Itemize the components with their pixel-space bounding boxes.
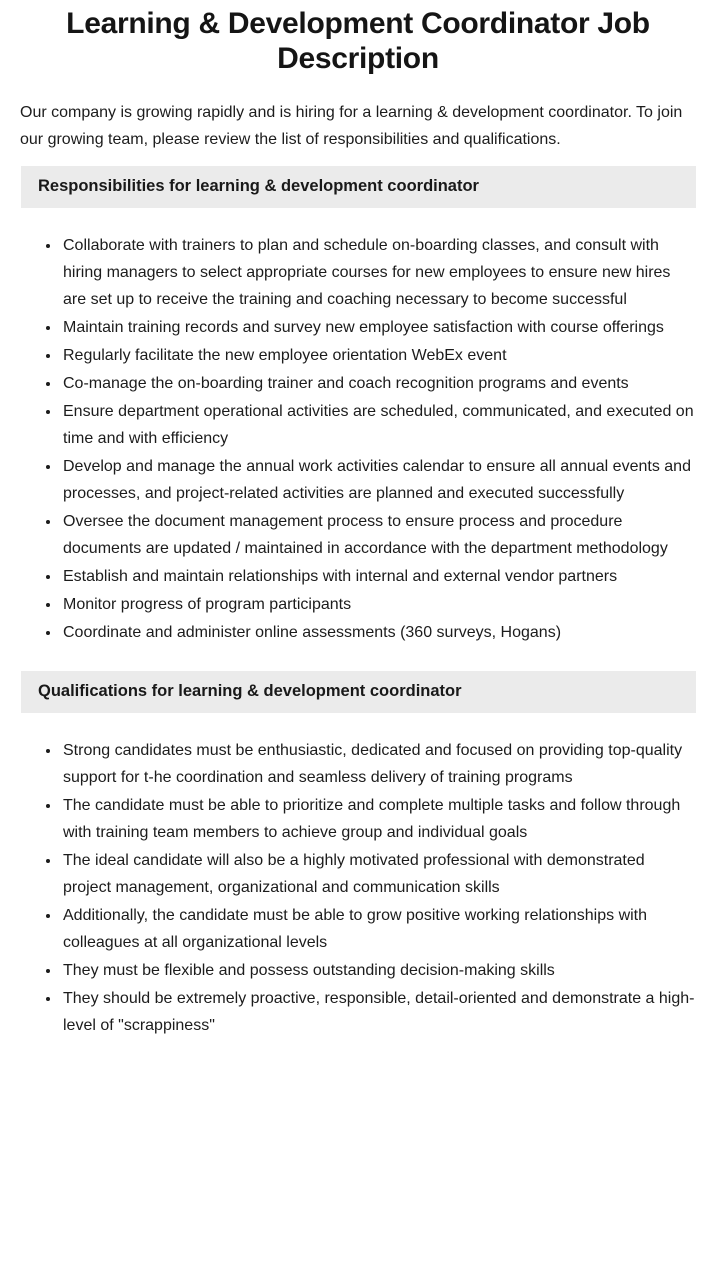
list-item: • Develop and manage the annual work activities calendar to ensure all annual events and processes, and project-related activities are planned and executed successfully: [61, 453, 696, 507]
list-item: • Oversee the document management process to ensure process and procedure documents are updated / maintained in accordance with the department methodology: [61, 508, 696, 562]
list-item: • Co-manage the on-boarding trainer and coach recognition programs and events: [61, 370, 696, 397]
list-item: • Coordinate and administer online assessments (360 surveys, Hogans): [61, 619, 696, 646]
list-item: • The ideal candidate will also be a highly motivated professional with demonstrated project management, organizational and communication skills: [61, 847, 696, 901]
list-item: • Monitor progress of program participants: [61, 591, 696, 618]
list-item: • They must be flexible and possess outstanding decision-making skills: [61, 957, 696, 984]
list-item: • Establish and maintain relationships with internal and external vendor partners: [61, 563, 696, 590]
page-title: Learning & Development Coordinator Job Description: [66, 7, 650, 75]
qualifications-list: [20, 737, 696, 1039]
list-item: • Regularly facilitate the new employee orientation WebEx event: [61, 342, 696, 369]
list-item: • Collaborate with trainers to plan and schedule on-boarding classes, and consult with hiring managers to select appropriate courses for new employees to ensure new hires are set up to receive the training and coaching necessary to become successful: [61, 232, 696, 313]
section-header-responsibilities: Responsibilities for learning & development coordinator: [21, 166, 696, 208]
section-header-qualifications: Qualifications for learning & development coordinator: [21, 671, 696, 713]
list-item: • Ensure department operational activities are scheduled, communicated, and executed on time and with efficiency: [61, 398, 696, 452]
list-item: • Strong candidates must be enthusiastic, dedicated and focused on providing top-quality support for t-he coordination and seamless delivery of training programs: [61, 737, 696, 791]
list-item: • The candidate must be able to prioritize and complete multiple tasks and follow through with training team members to achieve group and individual goals: [61, 792, 696, 846]
list-item: • Additionally, the candidate must be able to grow positive working relationships with colleagues at all organizational levels: [61, 902, 696, 956]
list-item: • Maintain training records and survey new employee satisfaction with course offerings: [61, 314, 696, 341]
list-item: • They should be extremely proactive, responsible, detail-oriented and demonstrate a high-level of "scrappiness": [61, 985, 696, 1039]
intro-paragraph: Our company is growing rapidly and is hiring for a learning & development coordinator. To join our growing team, please review the list of responsibilities and qualifications.: [20, 104, 683, 148]
responsibilities-list: [20, 232, 696, 646]
section-responsibilities: [20, 166, 696, 646]
section-qualifications: [20, 671, 696, 1039]
